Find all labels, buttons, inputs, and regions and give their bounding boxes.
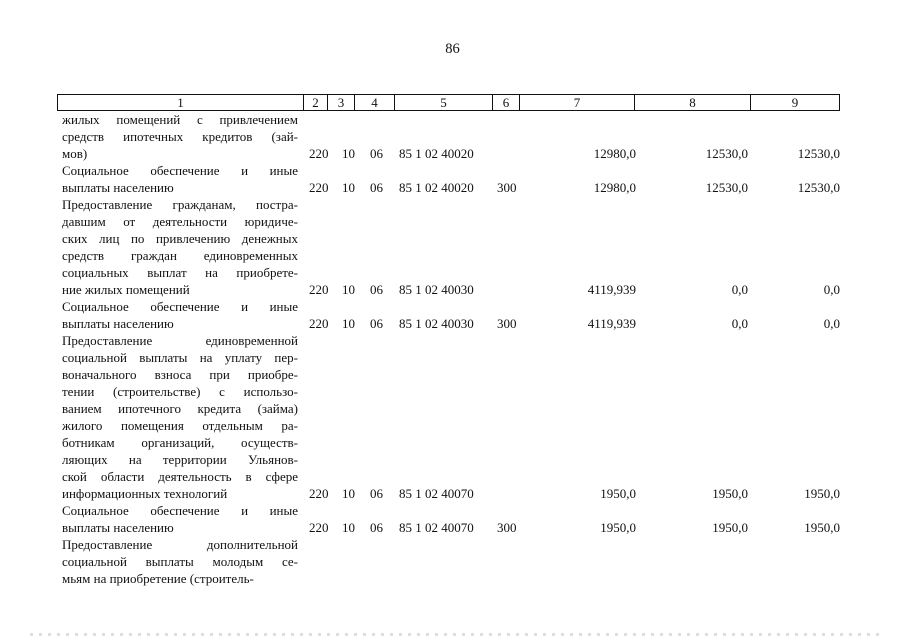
row-1-cell-c2: 220 bbox=[309, 146, 329, 161]
row-3-cell-c8: 0,0 bbox=[731, 282, 748, 297]
row-6-cell-c8: 1950,0 bbox=[712, 520, 748, 535]
row-7-description-line: мьям на приобретение (строитель- bbox=[62, 571, 254, 586]
row-7-description-line: социальной выплаты молодым се- bbox=[62, 554, 298, 569]
row-1-cell-c3: 10 bbox=[342, 146, 355, 161]
row-5-cell-c4: 06 bbox=[370, 486, 383, 501]
row-2-cell-c4: 06 bbox=[370, 180, 383, 195]
header-cell-9: 9 bbox=[750, 95, 839, 110]
row-3-description-line: давшим от деятельности юридиче- bbox=[62, 214, 298, 229]
row-5-cell-c7: 1950,0 bbox=[600, 486, 636, 501]
row-5-description-line: воначального взноса при приобре- bbox=[62, 367, 298, 382]
header-cell-3: 3 bbox=[327, 95, 354, 110]
row-3-cell-c9: 0,0 bbox=[823, 282, 840, 297]
row-5-cell-c2: 220 bbox=[309, 486, 329, 501]
row-4-cell-c8: 0,0 bbox=[731, 316, 748, 331]
row-2-description-line: выплаты населению bbox=[62, 180, 174, 195]
header-cell-7: 7 bbox=[519, 95, 634, 110]
row-3-cell-c2: 220 bbox=[309, 282, 329, 297]
row-4-cell-c9: 0,0 bbox=[823, 316, 840, 331]
row-6-cell-c3: 10 bbox=[342, 520, 355, 535]
row-5-description-line: ляющих на территории Ульянов- bbox=[62, 452, 298, 467]
row-2-cell-c6: 300 bbox=[497, 180, 517, 195]
row-3-cell-c5: 85 1 02 40030 bbox=[399, 282, 474, 297]
row-6-description-line: выплаты населению bbox=[62, 520, 174, 535]
row-1-description-line: жилых помещений с привлечением bbox=[62, 112, 298, 127]
row-4-cell-c2: 220 bbox=[309, 316, 329, 331]
row-5-cell-c3: 10 bbox=[342, 486, 355, 501]
row-3-cell-c4: 06 bbox=[370, 282, 383, 297]
row-2-cell-c2: 220 bbox=[309, 180, 329, 195]
row-3-description-line: ние жилых помещений bbox=[62, 282, 190, 297]
row-5-cell-c5: 85 1 02 40070 bbox=[399, 486, 474, 501]
row-2-cell-c3: 10 bbox=[342, 180, 355, 195]
row-3-description-line: Предоставление гражданам, постра- bbox=[62, 197, 298, 212]
row-6-cell-c2: 220 bbox=[309, 520, 329, 535]
row-4-description-line: Социальное обеспечение и иные bbox=[62, 299, 298, 314]
header-cell-2: 2 bbox=[303, 95, 327, 110]
row-5-description-line: Предоставление единовременной bbox=[62, 333, 298, 348]
row-4-cell-c5: 85 1 02 40030 bbox=[399, 316, 474, 331]
header-cell-8: 8 bbox=[634, 95, 750, 110]
row-1-cell-c5: 85 1 02 40020 bbox=[399, 146, 474, 161]
row-2-cell-c9: 12530,0 bbox=[797, 180, 840, 195]
row-6-description-line: Социальное обеспечение и иные bbox=[62, 503, 298, 518]
row-5-description-line: ванием ипотечного кредита (займа) bbox=[62, 401, 298, 416]
row-1-cell-c9: 12530,0 bbox=[797, 146, 840, 161]
row-6-cell-c9: 1950,0 bbox=[804, 520, 840, 535]
scan-artifact bbox=[30, 633, 880, 636]
row-1-description-line: мов) bbox=[62, 146, 88, 161]
row-5-description-line: ской области деятельность в сфере bbox=[62, 469, 298, 484]
row-5-description-line: тении (строительстве) с использо- bbox=[62, 384, 298, 399]
header-cell-1: 1 bbox=[177, 95, 184, 110]
row-6-cell-c6: 300 bbox=[497, 520, 517, 535]
row-3-description-line: социальных выплат на приобрете- bbox=[62, 265, 298, 280]
row-4-cell-c7: 4119,939 bbox=[587, 316, 636, 331]
row-1-description-line: средств ипотечных кредитов (зай- bbox=[62, 129, 298, 144]
row-3-cell-c3: 10 bbox=[342, 282, 355, 297]
row-2-cell-c5: 85 1 02 40020 bbox=[399, 180, 474, 195]
header-cell-4: 4 bbox=[354, 95, 394, 110]
row-2-cell-c8: 12530,0 bbox=[705, 180, 748, 195]
row-3-description-line: ских лиц по привлечению денежных bbox=[62, 231, 298, 246]
row-5-description-line: социальной выплаты на уплату пер- bbox=[62, 350, 298, 365]
row-6-cell-c4: 06 bbox=[370, 520, 383, 535]
row-6-cell-c7: 1950,0 bbox=[600, 520, 636, 535]
row-5-description-line: жилого помещения отдельным ра- bbox=[62, 418, 298, 433]
row-6-cell-c5: 85 1 02 40070 bbox=[399, 520, 474, 535]
row-5-description-line: информационных технологий bbox=[62, 486, 228, 501]
row-1-cell-c4: 06 bbox=[370, 146, 383, 161]
row-2-cell-c7: 12980,0 bbox=[593, 180, 636, 195]
row-5-cell-c9: 1950,0 bbox=[804, 486, 840, 501]
table-header-row bbox=[57, 94, 840, 111]
row-5-description-line: ботникам организаций, осуществ- bbox=[62, 435, 298, 450]
row-2-description-line: Социальное обеспечение и иные bbox=[62, 163, 298, 178]
row-3-cell-c7: 4119,939 bbox=[587, 282, 636, 297]
row-7-description-line: Предоставление дополнительной bbox=[62, 537, 298, 552]
page-number: 86 bbox=[445, 41, 460, 57]
row-4-cell-c4: 06 bbox=[370, 316, 383, 331]
row-4-description-line: выплаты населению bbox=[62, 316, 174, 331]
header-cell-5: 5 bbox=[394, 95, 492, 110]
row-3-description-line: средств граждан единовременных bbox=[62, 248, 298, 263]
header-cell-6: 6 bbox=[492, 95, 519, 110]
row-1-cell-c8: 12530,0 bbox=[705, 146, 748, 161]
row-1-cell-c7: 12980,0 bbox=[593, 146, 636, 161]
row-4-cell-c6: 300 bbox=[497, 316, 517, 331]
row-4-cell-c3: 10 bbox=[342, 316, 355, 331]
row-5-cell-c8: 1950,0 bbox=[712, 486, 748, 501]
